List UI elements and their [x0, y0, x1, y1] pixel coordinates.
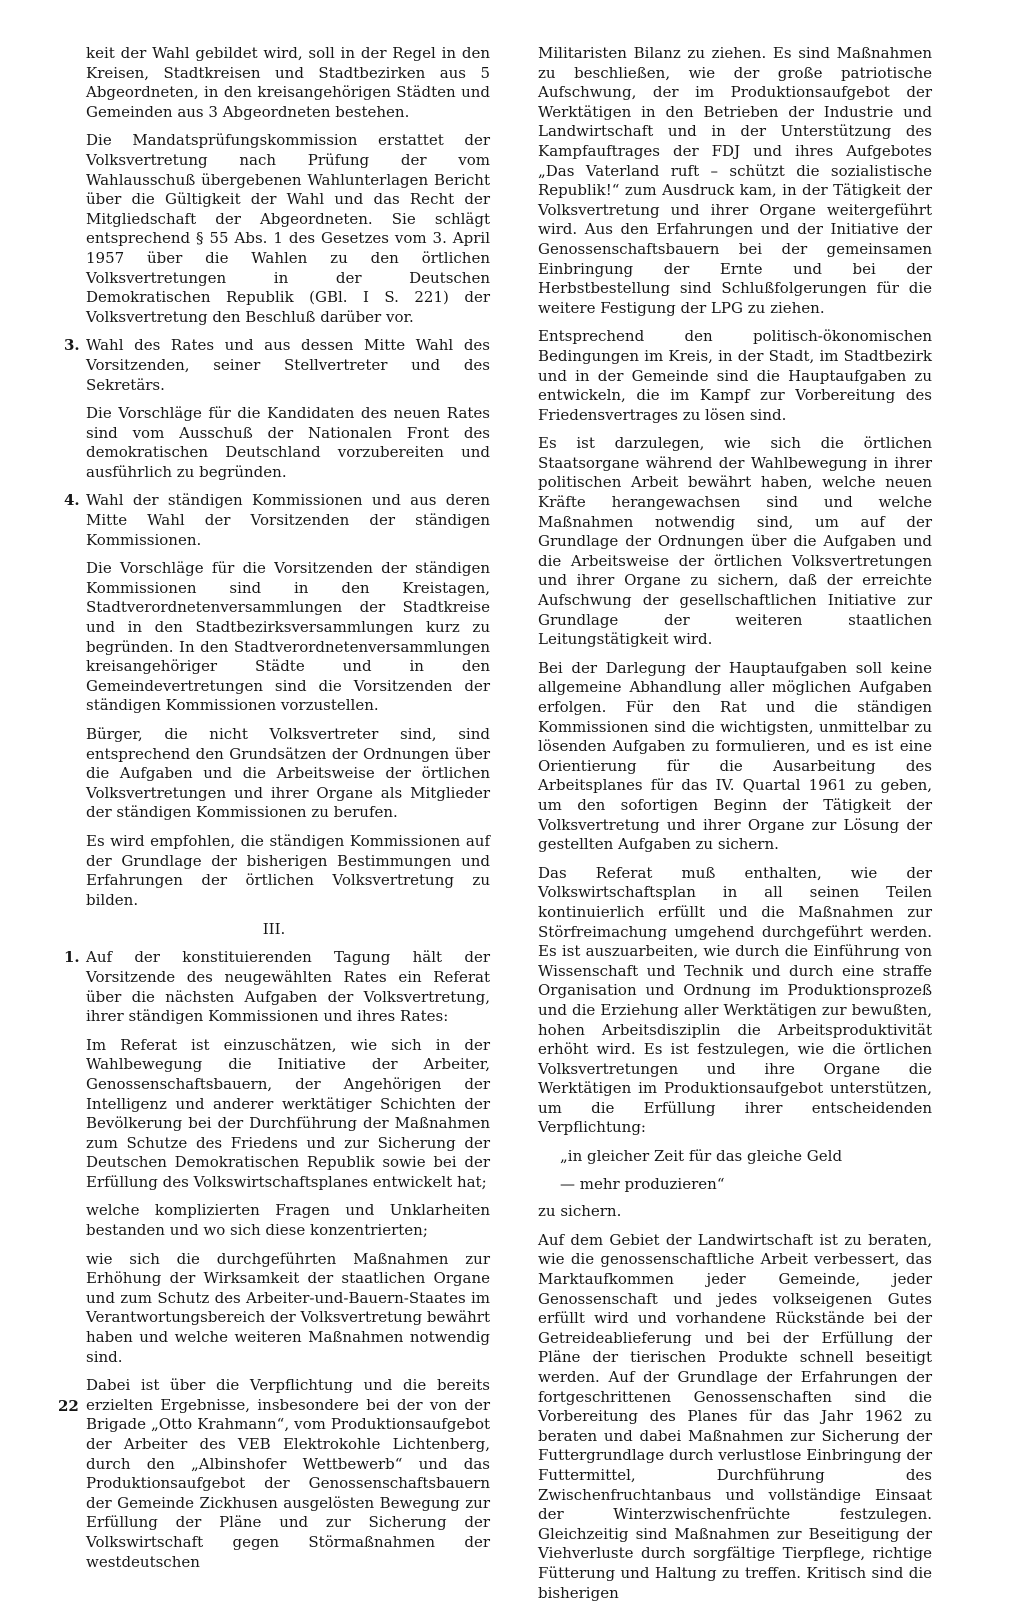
- paragraph: Die Vorschläge für die Vorsitzenden der ständigen Kommissionen sind in den Kreistagen, Stadtverordnetenversammlungen der Stadtkreise und in den Stadtbezirksversammlungen kurz zu begründen. In den Stadtverordnetenversammlungen kreisangehöriger Städte und in den Gemeindevertretungen sind die Vorsitzenden der ständigen Kommissionen vorzustellen.: [86, 559, 490, 715]
- paragraph: Im Referat ist einzuschätzen, wie sich in der Wahlbewegung die Initiative der Arbeiter, Genossenschaftsbauern, der Angehörigen der Intelligenz und anderer werktätiger Schichten der Bevölkerung bei der Durchführung der Maßnahmen zum Schutze des Friedens und zur Sicherung der Deutschen Demokratischen Republik sowie bei der Erfüllung des Volkswirtschaftsplanes entwickelt hat;: [86, 1035, 490, 1191]
- list-item: [58, 948, 490, 1026]
- paragraph: Entsprechend den politisch-ökonomischen Bedingungen im Kreis, in der Stadt, im Stadtbezirk und in der Gemeinde sind die Hauptaufgaben zu entwickeln, die im Kampf zur Vorbereitung des Friedensvertrages zu lösen sind.: [538, 327, 932, 424]
- paragraph: welche komplizierten Fragen und Unklarheiten bestanden und wo sich diese konzentrierten;: [86, 1201, 490, 1240]
- left-column: [58, 44, 490, 1581]
- paragraph: Die Vorschläge für die Kandidaten des neuen Rates sind vom Ausschuß der Nationalen Front des demokratischen Deutschland vorzubereiten und ausführlich zu begründen.: [86, 404, 490, 481]
- paragraph: Das Referat muß enthalten, wie der Volkswirtschaftsplan in all seinen Teilen kontinuierlich erfüllt und die Maßnahmen zur Störfreimachung umgehend durchgeführt werden. Es ist auszuarbeiten, wie durch die Einführung von Wissenschaft und Technik und durch eine straffe Organisation und Ordnung im Produktionsprozeß und die Erziehung aller Werktätigen zur bewußten, hohen Arbeitsdisziplin die Arbeitsproduktivität erhöht wird. Es ist festzulegen, wie die örtlichen Volksvertretungen und ihre Organe die Werktätigen im Produktionsaufgebot unterstützen, um die Erfüllung ihrer entscheidenden Verpflichtung:: [538, 863, 932, 1137]
- list-number: 4.: [64, 491, 80, 510]
- paragraph: wie sich die durchgeführten Maßnahmen zur Erhöhung der Wirksamkeit der staatlichen Organe und zum Schutz des Arbeiter-und-Bauern-Staates im Verantwortungsbereich der Volksvertretung bewährt haben und welche weiteren Maßnahmen notwendig sind.: [86, 1249, 490, 1366]
- list-item-text: Wahl der ständigen Kommissionen und aus deren Mitte Wahl der Vorsitzenden der ständigen Kommissionen.: [86, 491, 490, 549]
- list-item-text: Wahl des Rates und aus dessen Mitte Wahl des Vorsitzenden, seiner Stellvertreter und des Sekretärs.: [86, 336, 490, 394]
- paragraph: Es wird empfohlen, die ständigen Kommissionen auf der Grundlage der bisherigen Bestimmungen und Erfahrungen der örtlichen Volksvertretung zu bilden.: [86, 831, 490, 909]
- section-heading: III.: [262, 920, 286, 939]
- paragraph: Bei der Darlegung der Hauptaufgaben soll keine allgemeine Abhandlung aller möglichen Aufgaben erfolgen. Für den Rat und die ständigen Kommissionen sind die wichtigsten, unmittelbar zu lösenden Aufgaben zu formulieren, und es ist eine Orientierung für die Ausarbeitung des Arbeitsplanes für das IV. Quartal 1961 zu geben, um den sofortigen Beginn der Tätigkeit der Volksvertretung und ihrer Organe zur Lösung der gestellten Aufgaben zu sichern.: [538, 658, 932, 854]
- paragraph: zu sichern.: [538, 1202, 622, 1221]
- list-number: 1.: [64, 948, 80, 967]
- paragraph: Dabei ist über die Verpflichtung und die bereits erzielten Ergebnisse, insbesondere bei der von der Brigade „Otto Krahmann“, vom Produktionsaufgebot der Arbeiter des VEB Elektrokohle Lichtenberg, durch den „Albinshofer Wettbewerb“ und das Produktionsaufgebot der Genossenschaftsbauern der Gemeinde Zickhusen ausgelösten Bewegung zur Erfüllung der Pläne und zur Sicherung der Volkswirtschaft gegen Störmaßnahmen der westdeutschen: [86, 1376, 490, 1571]
- paragraph: Bürger, die nicht Volksvertreter sind, sind entsprechend den Grundsätzen der Ordnungen über die Aufgaben und die Arbeitsweise der örtlichen Volksvertretungen und ihrer Organe als Mitglieder der ständigen Kommissionen zu berufen.: [86, 725, 490, 822]
- paragraph: Militaristen Bilanz zu ziehen. Es sind Maßnahmen zu beschließen, wie der große patriotische Aufschwung, der im Produktionsaufgebot der Werktätigen in den Betrieben der Industrie und Landwirtschaft und in der Unterstützung des Kampfauftrages der FDJ und ihres Aufgebotes „Das Vaterland ruft – schützt die sozialistische Republik!“ zum Ausdruck kam, in der Tätigkeit der Volksvertretung und ihrer Organe weitergeführt wird. Aus den Erfahrungen und der Initiative der Genossenschaftsbauern bei der gemeinsamen Einbringung der Ernte und bei der Herbstbestellung sind Schlußfolgerungen für die weitere Festigung der LPG zu ziehen.: [538, 44, 932, 317]
- paragraph: Die Mandatsprüfungskommission erstattet der Volksvertretung nach Prüfung der vom Wahlausschuß übergebenen Wahlunterlagen Bericht über die Gültigkeit der Wahl und das Recht der Mitgliedschaft der Abgeordneten. Sie schlägt entsprechend § 55 Abs. 1 des Gesetzes vom 3. April 1957 über die Wahlen zu den örtlichen Volksvertretungen in der Deutschen Demokratischen Republik (GBl. I S. 221) der Volksvertretung den Beschluß darüber vor.: [86, 131, 490, 326]
- quote-line: — mehr produzieren“: [560, 1174, 725, 1193]
- paragraph: Es ist darzulegen, wie sich die örtlichen Staatsorgane während der Wahlbewegung in ihrer politischen Arbeit bewährt haben, welche neuen Kräfte herangewachsen sind und welche Maßnahmen notwendig sind, um auf der Grundlage der Ordnungen über die Aufgaben und die Arbeitsweise der örtlichen Volksvertretungen und ihrer Organe zu sichern, daß der erreichte Aufschwung der gesellschaftlichen Initiative zur Grundlage der weiteren staatlichen Leitungstätigkeit wird.: [538, 434, 932, 649]
- right-column: [538, 44, 932, 1612]
- paragraph: keit der Wahl gebildet wird, soll in der Regel in den Kreisen, Stadtkreisen und Stadtbezirken aus 5 Abgeordneten, in den kreisangehörigen Städten und Gemeinden aus 3 Abgeordneten bestehen.: [86, 44, 490, 121]
- list-number: 3.: [64, 336, 80, 355]
- page-number: 22: [58, 1397, 79, 1415]
- list-item: [58, 336, 490, 395]
- paragraph: Auf dem Gebiet der Landwirtschaft ist zu beraten, wie die genossenschaftliche Arbeit verbessert, das Marktaufkommen jeder Gemeinde, jeder Genossenschaft und jedes volkseigenen Gutes erfüllt wird und vorhandene Rückstände bei der Getreideablieferung und bei der Erfüllung der Pläne der tierischen Produkte schnell beseitigt werden. Auf der Grundlage der Erfahrungen der fortgeschrittenen Genossenschaften sind die Vorbereitung des Planes für das Jahr 1962 zu beraten und dabei Maßnahmen zur Sicherung der Futtergrundlage durch verlustlose Einbringung der Futtermittel, Durchführung des Zwischenfruchtanbaus und vollständige Einsaat der Winterzwischenfrüchte festzulegen. Gleichzeitig sind Maßnahmen zur Beseitigung der Viehverluste durch sorgfältige Tierpflege, richtige Fütterung und Haltung zu treffen. Kritisch sind die bisherigen: [538, 1230, 932, 1602]
- list-item-text: Auf der konstituierenden Tagung hält der Vorsitzende des neugewählten Rates ein Referat über die nächsten Aufgaben der Volksvertretung, ihrer ständigen Kommissionen und ihres Rates:: [86, 948, 490, 1026]
- quote-line: „in gleicher Zeit für das gleiche Geld: [560, 1147, 843, 1166]
- list-item: [58, 491, 490, 550]
